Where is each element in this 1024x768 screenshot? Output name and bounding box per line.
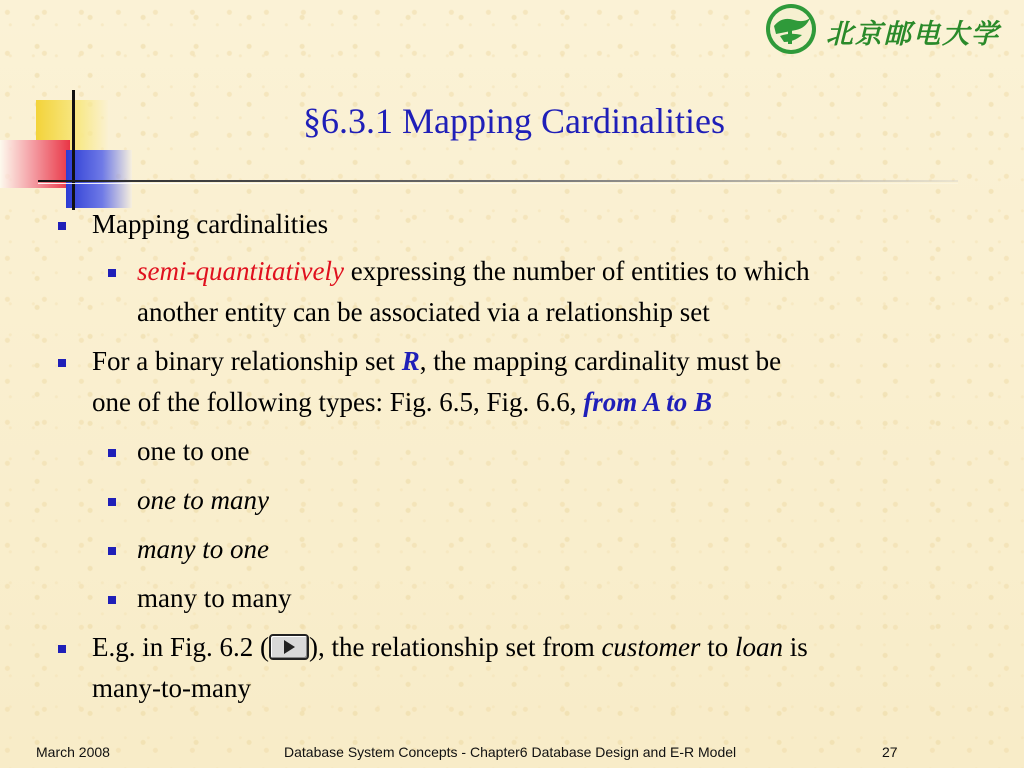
bullet-mapping-cardinalities [56,204,996,245]
bullet-text: For a binary relationship set [92,346,402,376]
bullet-binary-relationship [56,341,996,423]
cardinality-type: one to many [137,485,269,515]
sub-bullet-many-to-one [56,529,996,570]
title-underline-highlight [38,183,958,184]
symbol-R: R [401,346,420,376]
slide-body [56,204,996,709]
bullet-text: , the mapping cardinality must be [419,346,782,376]
bullet-text-continued: one of the following types: Fig. 6.5, Fig. 6.6, [92,387,584,417]
title-underline [38,180,958,182]
bullet-text-continued: another entity can be associated via a relationship set [137,297,710,327]
sub-bullet-one-to-one [56,431,996,472]
bullet-text: E.g. in Fig. 6.2 ( [92,632,270,662]
bullet-text: ), the relationship set from [309,632,602,662]
emphasis-from-a-to-b: from A to B [583,387,713,417]
university-logo [764,2,1024,58]
bullet-example [56,627,996,709]
cardinality-type: many to one [137,534,269,564]
university-name: 北京邮电大学 [826,19,1000,50]
sub-bullet-semi-quantitatively [56,251,996,333]
footer-course-title: Database System Concepts - Chapter6 Database Design and E-R Model [284,744,737,760]
footer-page-number: 27 [882,744,898,760]
decor-blue-square [66,150,132,208]
footer-date: March 2008 [36,744,110,760]
emphasis-semi-quantitatively: semi-quantitatively [137,256,344,286]
cardinality-type: one to one [137,436,250,466]
emphasis-loan: loan [734,632,783,662]
emphasis-customer: customer [601,632,701,662]
play-icon [284,640,295,654]
bupt-emblem-icon [764,2,818,56]
bullet-text: is [782,632,808,662]
bullet-text-continued: many-to-many [92,673,251,703]
play-action-button[interactable] [269,634,309,660]
cardinality-type: many to many [137,583,292,613]
slide-title: §6.3.1 Mapping Cardinalities [303,101,725,141]
bullet-text: Mapping cardinalities [92,209,329,239]
bullet-text: to [700,632,735,662]
sub-bullet-many-to-many [56,578,996,619]
sub-bullet-one-to-many [56,480,996,521]
bullet-text: expressing the number of entities to which [343,256,810,286]
